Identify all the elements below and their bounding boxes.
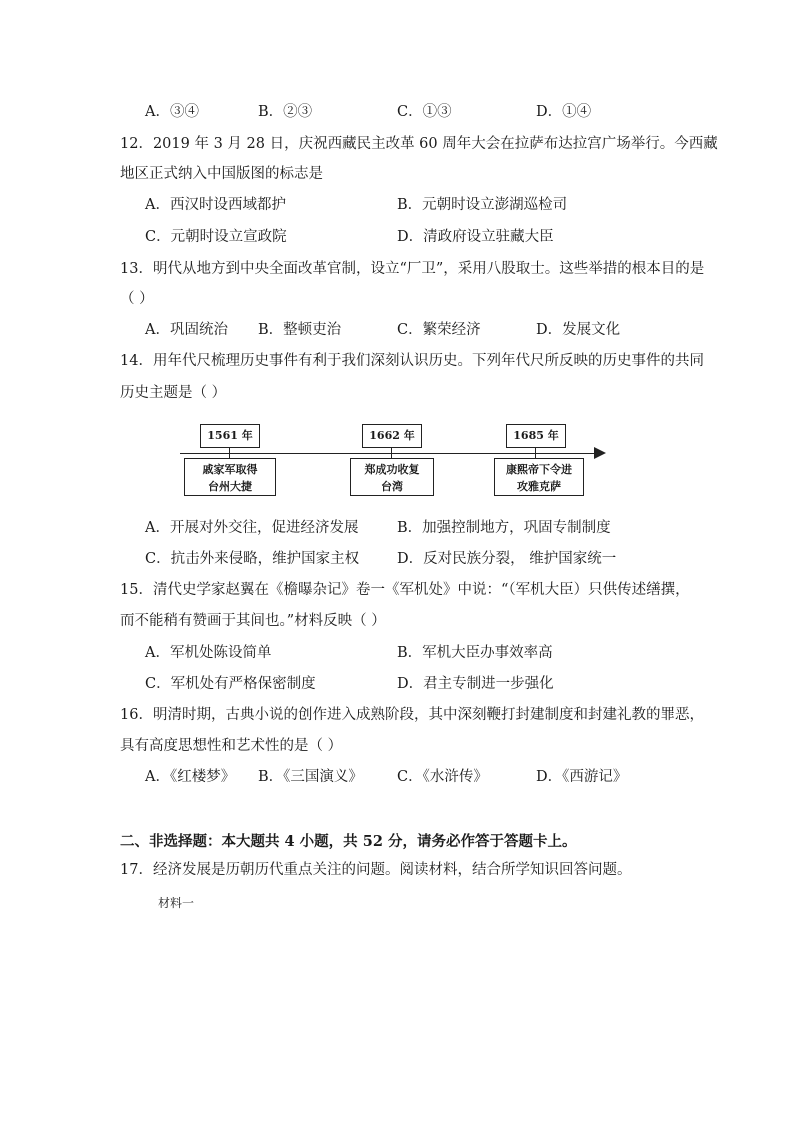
timeline-event-line: 攻雅克萨: [517, 480, 561, 493]
q17-stem: 17．经济发展是历朝历代重点关注的问题。阅读材料，结合所学知识回答问题。: [120, 862, 632, 878]
q12-option-d: D．清政府设立驻藏大臣: [397, 229, 554, 245]
q15-option-b: B．军机大臣办事效率高: [397, 645, 553, 661]
q14-option-d: D．反对民族分裂， 维护国家统一: [397, 551, 617, 567]
q13-option-d: D．发展文化: [536, 322, 621, 338]
q16-option-d: D．《西游记》: [536, 769, 628, 785]
q16-stem-line2: 具有高度思想性和艺术性的是（ ）: [120, 738, 343, 754]
q11-option-a: A．③④: [145, 104, 199, 120]
q12-option-a: A．西汉时设西域都护: [145, 197, 286, 213]
q15-option-d: D．君主专制进一步强化: [397, 676, 554, 692]
q12-stem-line1: 12．2019 年 3 月 28 日，庆祝西藏民主改革 60 周年大会在拉萨布达拉宫广场举行。今西藏: [120, 136, 718, 152]
q14-option-a: A．开展对外交往，促进经济发展: [145, 520, 359, 536]
q15-stem-line1: 15．清代史学家赵翼在《檐曝杂记》卷一《军机处》中说：“（军机大臣）只供传述缮撰，: [120, 582, 690, 598]
timeline-arrow-icon: [594, 447, 606, 459]
timeline-event-1662: [350, 458, 434, 496]
timeline-event-line: 郑成功收复: [364, 463, 420, 476]
q16-option-b: B．《三国演义》: [258, 769, 363, 785]
q13-option-c: C．繁荣经济: [397, 322, 481, 338]
q14-option-c: C．抗击外来侵略，维护国家主权: [145, 551, 360, 567]
timeline-event-1685: [494, 458, 584, 496]
timeline-year-1662: 1662 年: [362, 424, 422, 448]
q14-timeline: [180, 418, 610, 500]
q15-stem-line2: 而不能稍有赞画于其间也。”材料反映（ ）: [120, 613, 386, 629]
q13-stem-line1: 13．明代从地方到中央全面改革官制，设立“厂卫”，采用八股取士。这些举措的根本目的是: [120, 261, 705, 277]
q14-stem-line2: 历史主题是（ ）: [120, 385, 227, 401]
q16-option-c: C．《水浒传》: [397, 769, 488, 785]
q11-option-d: D．①④: [536, 104, 592, 120]
timeline-event-line: 戚家军取得: [202, 463, 258, 476]
timeline-event-line: 康熙帝下令进: [506, 463, 572, 476]
section2-heading: 二、非选择题：本大题共 4 小题，共 52 分，请务必作答于答题卡上。: [120, 833, 577, 850]
timeline-event-line: 台州大捷: [208, 480, 252, 493]
q16-option-a: A．《红楼梦》: [145, 769, 236, 785]
q15-option-a: A．军机处陈设简单: [145, 645, 272, 661]
q12-stem-line2: 地区正式纳入中国版图的标志是: [120, 166, 323, 182]
q11-option-b: B．②③: [258, 104, 313, 120]
timeline-event-line: 台湾: [381, 480, 403, 493]
timeline-year-1561: 1561 年: [200, 424, 260, 448]
timeline-event-1561: [184, 458, 276, 496]
q16-stem-line1: 16．明清时期，古典小说的创作进入成熟阶段，其中深刻鞭打封建制度和封建礼教的罪恶，: [120, 707, 704, 723]
timeline-year-1685: 1685 年: [506, 424, 566, 448]
q14-option-b: B．加强控制地方，巩固专制制度: [397, 520, 611, 536]
q13-option-a: A．巩固统治: [145, 322, 228, 338]
q12-option-c: C．元朝时设立宣政院: [145, 229, 287, 245]
q13-option-b: B．整顿吏治: [258, 322, 342, 338]
q13-stem-line2: （ ）: [120, 291, 154, 307]
timeline-axis: [180, 453, 600, 454]
material1-label: 材料一: [158, 896, 195, 910]
q14-stem-line1: 14．用年代尺梳理历史事件有利于我们深刻认识历史。下列年代尺所反映的历史事件的共同: [120, 353, 704, 369]
q12-option-b: B．元朝时设立澎湖巡检司: [397, 197, 568, 213]
q15-option-c: C．军机处有严格保密制度: [145, 676, 316, 692]
q11-option-c: C．①③: [397, 104, 452, 120]
